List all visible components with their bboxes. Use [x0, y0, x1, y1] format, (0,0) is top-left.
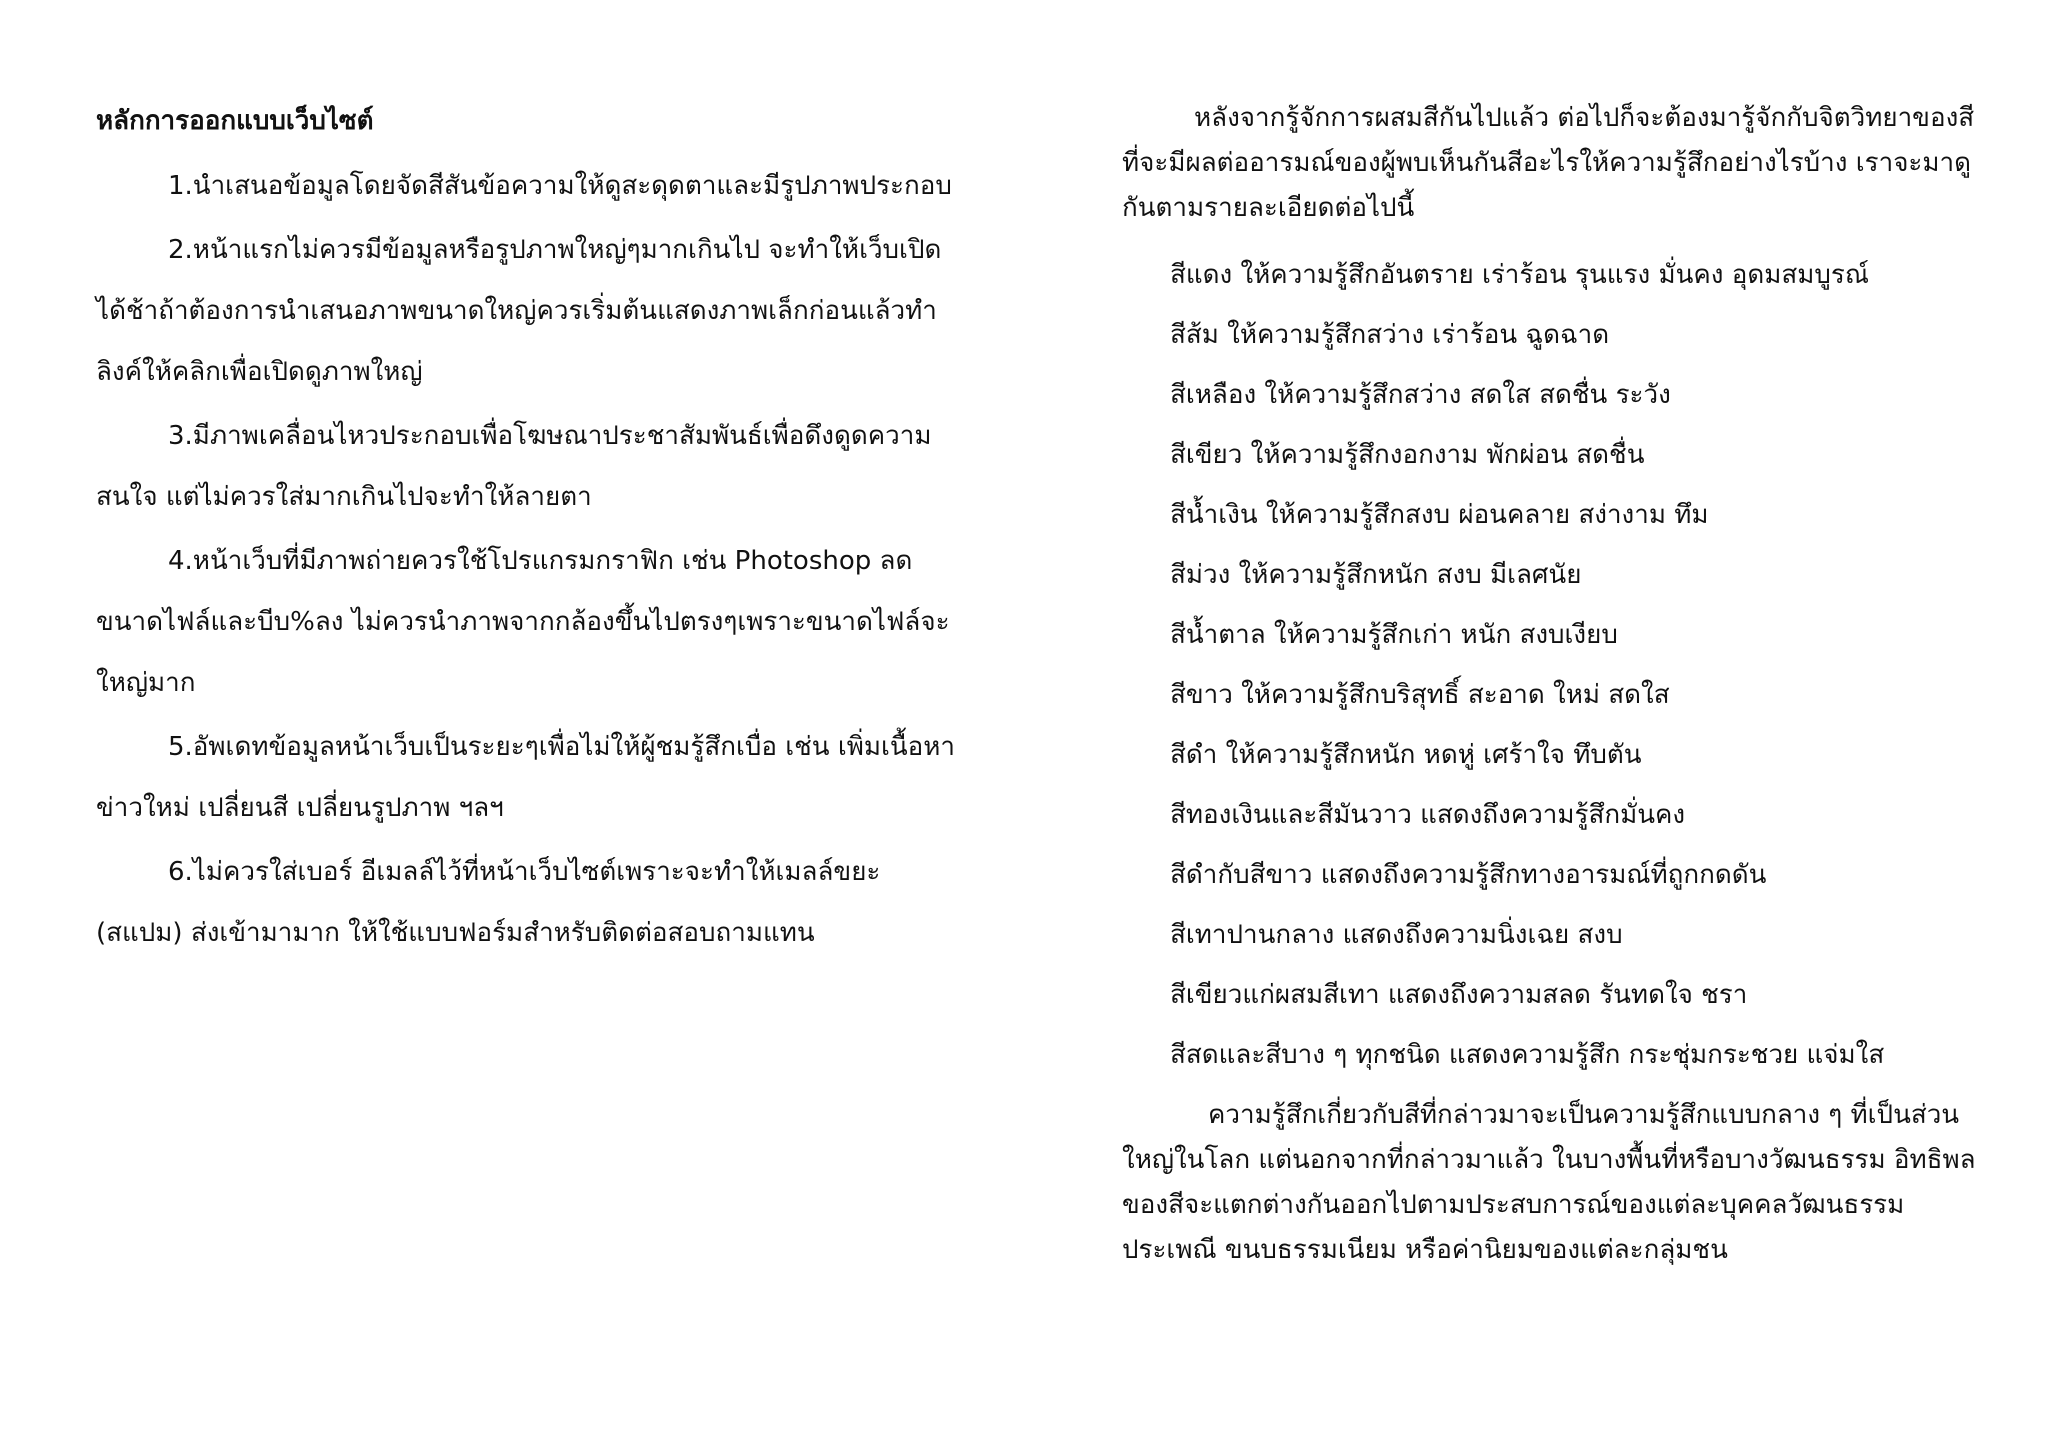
color-psychology-intro: หลังจากรู้จักการผสมสีกันไปแล้ว ต่อไปก็จะต้องมารู้จักกับจิตวิทยาของสีที่จะมีผลต่ออารมณ์ของผู้พบเห็นกันสีอะไรให้ความรู้สึกอย่างไรบ้าง เราจะมาดูกันตามรายละเอียดต่อไปนี้ — [1122, 103, 1975, 223]
color-meaning-item: สีแดง ให้ความรู้สึกอันตราย เร่าร้อน รุนแรง มั่นคง อุดมสมบูรณ์ — [1170, 260, 1869, 290]
design-principle-3: 3.มีภาพเคลื่อนไหวประกอบเพื่อโฆษณาประชาสัมพันธ์เพื่อดึงดูดความสนใจ แต่ไม่ควรใส่มากเกินไปจะทำให้ลายตา — [96, 421, 932, 512]
design-principle-2: 2.หน้าแรกไม่ควรมีข้อมูลหรือรูปภาพใหญ่ๆมากเกินไป จะทำให้เว็บเปิดได้ช้าถ้าต้องการนำเสนอภาพขนาดใหญ่ควรเริ่มต้นแสดงภาพเล็กก่อนแล้วทำลิงค์ให้คลิกเพื่อเปิดดูภาพใหญ่ — [96, 235, 942, 387]
design-principle-5: 5.อัพเดทข้อมูลหน้าเว็บเป็นระยะๆเพื่อไม่ให้ผู้ชมรู้สึกเบื่อ เช่น เพิ่มเนื้อหาข่าวใหม่ เปลี่ยนสี เปลี่ยนรูปภาพ ฯลฯ — [96, 732, 955, 823]
section-heading: หลักการออกแบบเว็บไซต์ — [96, 106, 374, 136]
color-meaning-item: สีสดและสีบาง ๆ ทุกชนิด แสดงความรู้สึก กระชุ่มกระชวย แจ่มใส — [1170, 1040, 1885, 1070]
color-meaning-item: สีส้ม ให้ความรู้สึกสว่าง เร่าร้อน ฉูดฉาด — [1170, 320, 1610, 350]
design-principle-6: 6.ไม่ควรใส่เบอร์ อีเมลล์ไว้ที่หน้าเว็บไซต์เพราะจะทำให้เมลล์ขยะ (สแปม) ส่งเข้ามามาก ให้ใช้แบบฟอร์มสำหรับติดต่อสอบถามแทน — [96, 857, 881, 948]
color-meaning-item: สีเขียวแก่ผสมสีเทา แสดงถึงความสลด รันทดใจ ชรา — [1170, 980, 1748, 1010]
design-principle-1: 1.นำเสนอข้อมูลโดยจัดสีสันข้อความให้ดูสะดุดตาและมีรูปภาพประกอบ — [168, 171, 952, 201]
color-meaning-item: สีทองเงินและสีมันวาว แสดงถึงความรู้สึกมั่นคง — [1170, 800, 1686, 830]
design-principle-4: 4.หน้าเว็บที่มีภาพถ่ายควรใช้โปรแกรมกราฟิก เช่น Photoshop ลดขนาดไฟล์และบีบ%ลง ไม่ควรนำภาพจากกล้องขึ้นไปตรงๆเพราะขนาดไฟล์จะใหญ่มาก — [96, 546, 950, 698]
color-psychology-closing: ความรู้สึกเกี่ยวกับสีที่กล่าวมาจะเป็นความรู้สึกแบบกลาง ๆ ที่เป็นส่วนใหญ่ในโลก แต่นอกจากที่กล่าวมาแล้ว ในบางพื้นที่หรือบางวัฒนธรรม อิทธิพลของสีจะแตกต่างกันออกไปตามประสบการณ์ของแต่ละบุคคลวัฒนธรรม ประเพณี ขนบธรรมเนียม หรือค่านิยมของแต่ละกลุ่มชน — [1122, 1100, 1976, 1265]
left-column — [96, 96, 956, 967]
color-meaning-item: สีน้ำเงิน ให้ความรู้สึกสงบ ผ่อนคลาย สง่างาม ทึม — [1170, 500, 1709, 530]
color-meaning-item: สีเทาปานกลาง แสดงถึงความนิ่งเฉย สงบ — [1170, 920, 1623, 950]
color-meaning-item: สีม่วง ให้ความรู้สึกหนัก สงบ มีเลศนัย — [1170, 560, 1582, 590]
color-meaning-item: สีเหลือง ให้ความรู้สึกสว่าง สดใส สดชื่น ระวัง — [1170, 380, 1671, 410]
color-meaning-item: สีขาว ให้ความรู้สึกบริสุทธิ์ สะอาด ใหม่ สดใส — [1170, 680, 1670, 710]
color-meaning-item: สีน้ำตาล ให้ความรู้สึกเก่า หนัก สงบเงียบ — [1170, 620, 1618, 650]
right-column — [1122, 96, 1982, 1273]
color-meaning-item: สีดำ ให้ความรู้สึกหนัก หดหู่ เศร้าใจ ทึบตัน — [1170, 740, 1642, 770]
color-meaning-list — [1122, 245, 1982, 1085]
color-meaning-item: สีดำกับสีขาว แสดงถึงความรู้สึกทางอารมณ์ที่ถูกกดดัน — [1170, 860, 1767, 890]
color-meaning-item: สีเขียว ให้ความรู้สึกงอกงาม พักผ่อน สดชื่น — [1170, 440, 1645, 470]
